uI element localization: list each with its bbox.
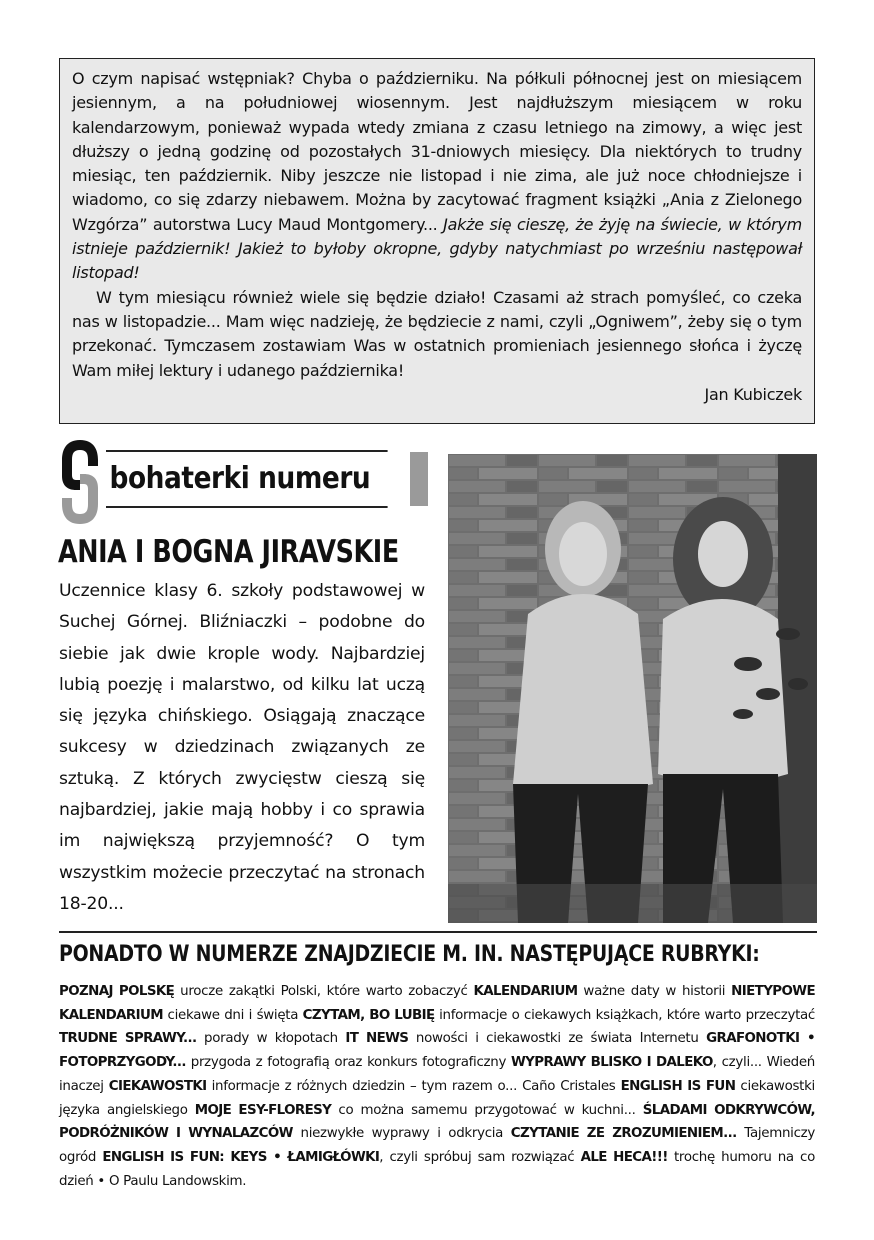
rubric-description: co można samemu przygotować w kuchni... [331,1102,643,1118]
rubric-description: ciekawostki języka angielskiego [59,1078,815,1118]
section-title-bar [410,452,428,506]
heroes-description: Uczennice klasy 6. szkoły podstawowej w Suchej Górnej. Bliźniaczki – podobne do siebie jak dwie krople wody. Najbardziej lubią poezję i malarstwo, od kilku lat uczą się języka chińskiego. Osiągają znaczące sukcesy w dziedzinach związanych ze sztuką. Z których zwycięstw cieszą się najbardziej, jakie mają hobby i co sprawia im największą przyjemność? O tym wszystkim możecie przeczytać na stronach 18-20... [59,581,425,914]
rubric-name: NIETYPOWE KALENDARIUM [59,984,816,1023]
rubric-name: CZYTAM, BO LUBIĘ [302,1007,435,1023]
editorial-quote: Jakże się cieszę, że żyję na świecie, w którym istnieje październik! Jakież to byłoby okropne, gdyby natychmiast po wrześniu następował listopad! [72,214,802,283]
rubric-description: przygoda z fotografią oraz konkurs fotograficzny [185,1055,511,1071]
rubric-description: nowości i ciekawostki ze świata Internetu [408,1031,707,1047]
rubric-name: CIEKAWOSTKI [108,1078,207,1094]
more-list [59,980,815,1193]
rubric-name: KALENDARIUM [473,984,578,999]
editorial-paragraph-2: W tym miesiącu również wiele się będzie działo! Czasami aż strach pomyśleć, co czeka nas w listopadzie... Mam więc nadzieję, że będziecie z nami, czyli „Ogniwem”, żeby się o tym przekonać. Tymczasem zostawiam Was w ostatnich promieniach jesiennego słońca i życzę Wam miłej lektury i udanego października! [72,287,802,380]
rubric-name: ENGLISH IS FUN [620,1078,736,1094]
rubric-description: urocze zakątki Polski, które warto zobaczyć [174,984,474,999]
rubric-description: ciekawe dni i święta [163,1007,303,1023]
rubric-name: WYPRAWY BLISKO I DALEKO [511,1055,713,1071]
rubric-description: informacje o ciekawych książkach, które warto przeczytać [434,1007,815,1023]
editorial-signature: Jan Kubiczek [704,384,802,404]
more-title: PONADTO W NUMERZE ZNAJDZIECIE M. IN. NASTĘPUJĄCE RUBRYKI: [59,942,760,967]
rubric-name: ŚLADAMI ODKRYWCÓW, PODRÓŻNIKÓW I WYNALAZCÓW [59,1102,815,1142]
rubric-description: trochę humoru na co dzień • O Paulu Landowskim. [59,1149,815,1189]
section-header [58,436,428,528]
section-title: bohaterki numeru [106,450,388,508]
rubric-name: ALE HECA!!! [580,1149,668,1165]
rubric-name: TRUDNE SPRAWY... [59,1031,197,1047]
editorial-box [59,58,815,424]
chain-link-logo-icon [58,436,102,528]
rubric-name: MOJE ESY-FLORESY [194,1102,332,1118]
heroes-photo [448,454,817,923]
heroes-name: ANIA I BOGNA JIRAVSKIE [58,534,399,570]
editorial-paragraph-1 [72,67,802,286]
rubric-name: ENGLISH IS FUN: KEYS • ŁAMIGŁÓWKI [102,1149,380,1165]
rubric-description: Tajemniczy ogród [59,1126,815,1165]
rubric-name: POZNAJ POLSKĘ [59,984,175,999]
rubric-description: , czyli spróbuj sam rozwiązać [379,1149,581,1165]
rubric-description: , czyli... Wiedeń inaczej [59,1055,815,1094]
rubric-name: IT NEWS [345,1031,409,1047]
heroes-photo-image [448,454,817,923]
rubric-name: CZYTANIE ZE ZROZUMIENIEM... [510,1126,737,1142]
divider-rule [59,931,817,933]
rubric-name: GRAFONOTKI • FOTOPRZYGODY... [59,1031,815,1071]
rubric-description: informacje z różnych dziedzin – tym razem o... Caño Cristales [206,1078,621,1094]
rubric-description: niezwykłe wyprawy i odkrycia [292,1126,511,1142]
editorial-text: O czym napisać wstępniak? Chyba o październiku. Na półkuli północnej jest on miesiącem jesiennym, a na południowej wiosennym. Jest najdłuższym miesiącem w roku kalendarzowym, ponieważ wypada wtedy zmiana z czasu letniego na zimowy, a więc jest dłuższy o jedną godzinę od pozostałych 31-dniowych miesięcy. Dla niektórych to trudny miesiąc, ten październik. Niby jeszcze nie listopad i nie zima, ale już noce chłodniejsze i wiadomo, co się zdarzy niebawem. Można by zacytować fragment książki „Ania z Zielonego Wzgórza” autorstwa Lucy Maud Montgomery... [72,69,802,234]
rubric-description: ważne daty w historii [577,984,732,999]
rubric-description: porady w kłopotach [196,1031,346,1047]
